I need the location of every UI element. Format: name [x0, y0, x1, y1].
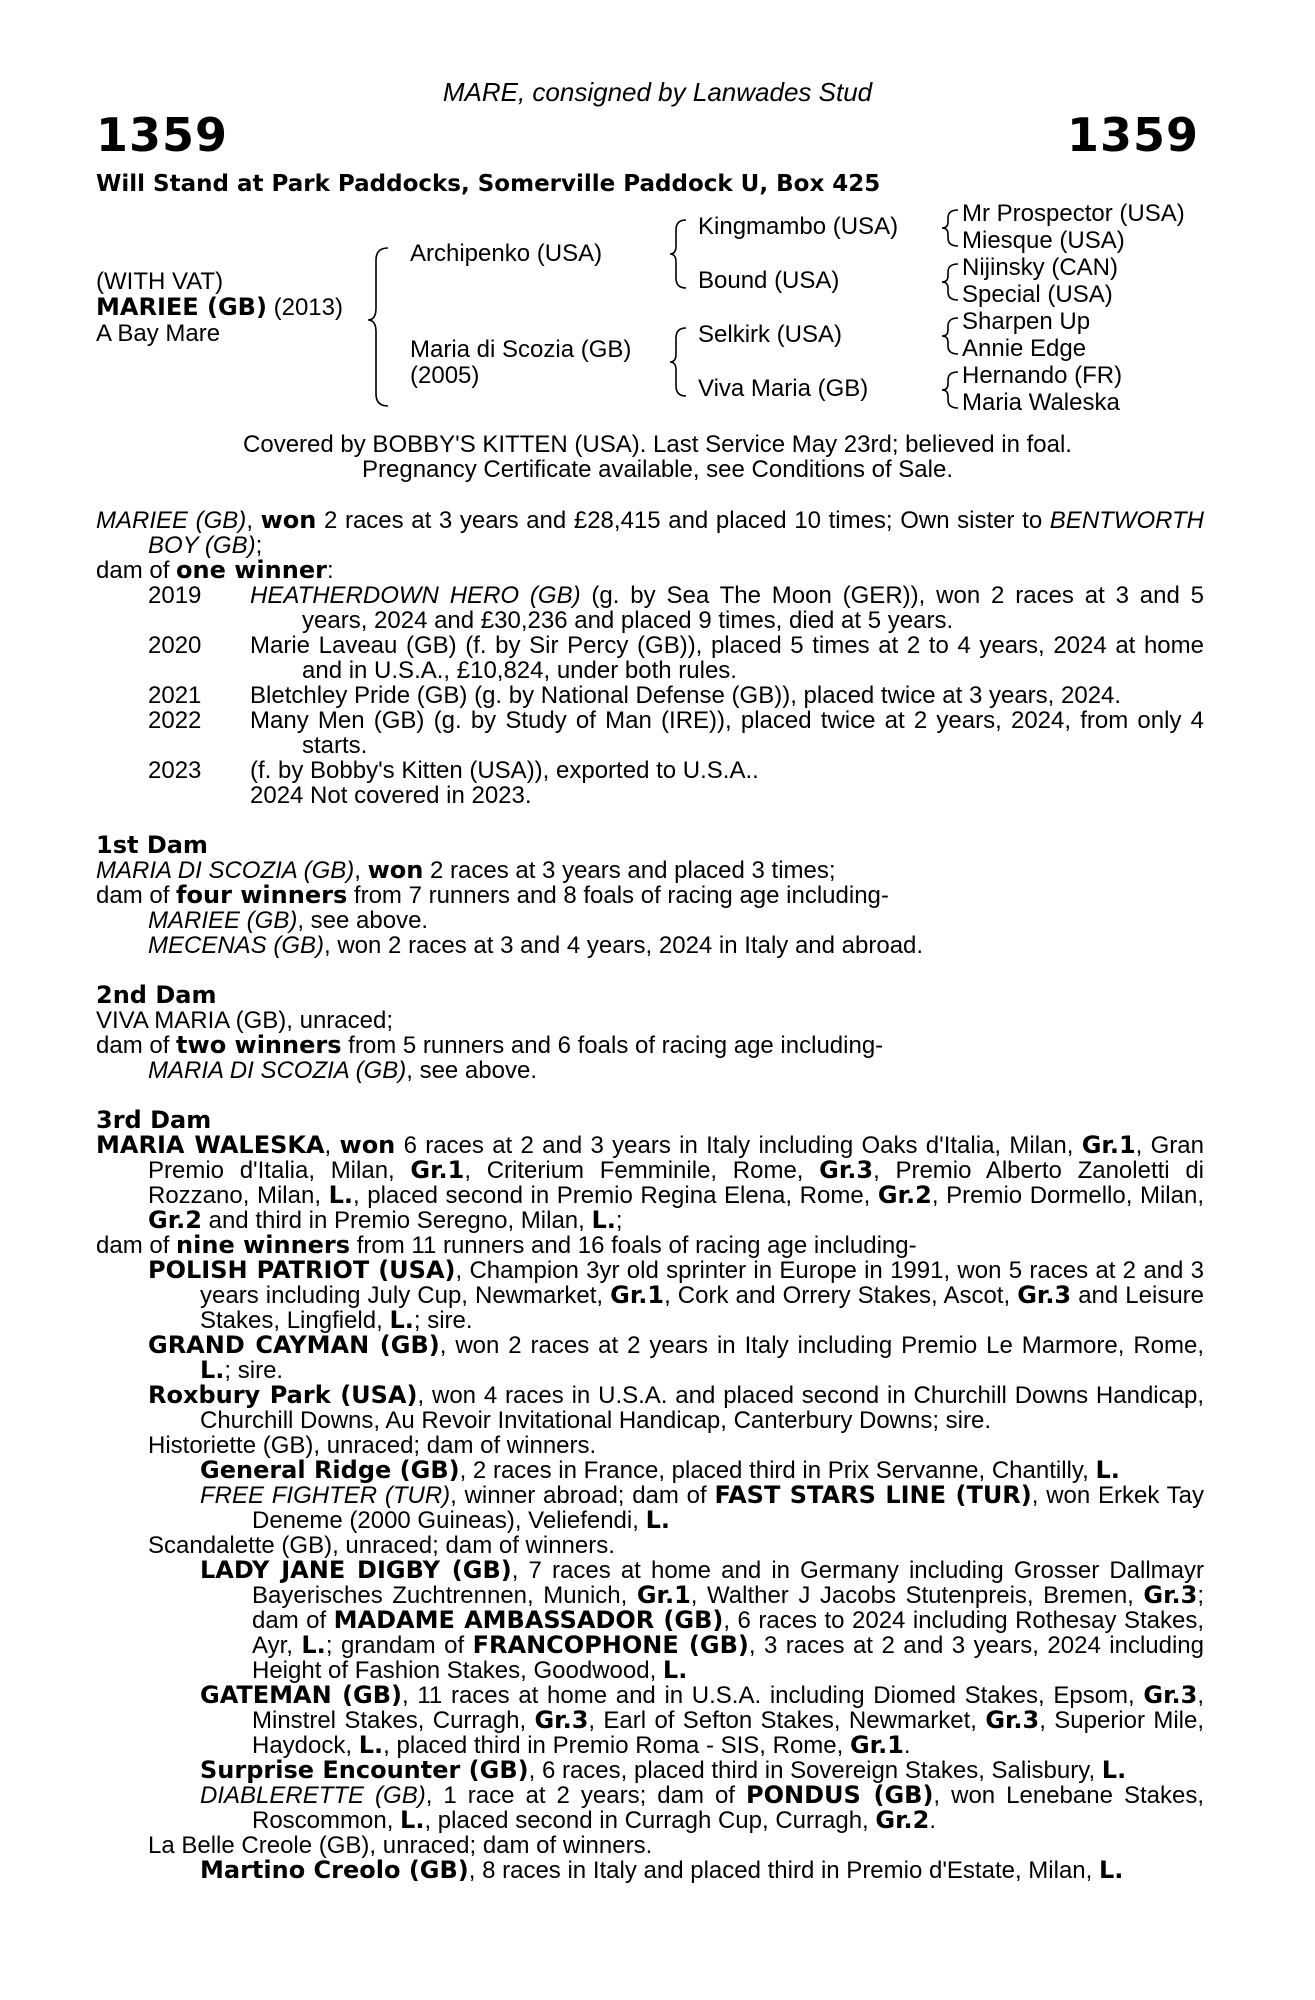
horse-description: A Bay Mare	[96, 320, 221, 347]
progeny-name: MARIEE (GB)	[148, 907, 298, 934]
first-dam-record: MARIA DI SCOZIA (GB), won 2 races at 3 years and placed 3 times;	[96, 856, 836, 884]
pedigree-g4-5: Sharpen Up	[962, 308, 1091, 335]
mare-sister: BENTWORTH BOY (GB)	[148, 507, 1205, 559]
produce-text: Bletchley Pride (GB) (g. by National Defense (GB)), placed twice at 3 years, 2024.	[250, 682, 1122, 709]
pedigree-dam: Maria di Scozia (GB)	[410, 336, 632, 363]
covered-note	[0, 432, 1315, 482]
won-label: won	[260, 506, 317, 534]
produce-detail	[250, 708, 1204, 758]
progeny-martino-creolo: Martino Creolo (GB), 8 races in Italy and placed third in Premio d'Estate, Milan, L.	[200, 1856, 1124, 1884]
first-dam-progeny-2	[96, 933, 1204, 958]
progeny-name: MARIA DI SCOZIA (GB)	[148, 1057, 407, 1084]
produce-text: (f. by Bobby's Kitten (USA)), exported to U.S.A..	[250, 757, 759, 784]
pedigree-sire: Archipenko (USA)	[410, 240, 603, 267]
first-dam-text: 2 races at 3 years and placed 3 times;	[423, 857, 836, 884]
produce-year: 2021	[148, 682, 202, 709]
produce-text: 2024 Not covered in 2023.	[250, 782, 532, 809]
lot-number-right: 1359	[1066, 108, 1199, 162]
progeny-text: , see above.	[406, 1057, 537, 1084]
produce-list	[96, 583, 1204, 808]
progeny-diablerette: DIABLERETTE (GB), 1 race at 2 years; dam of PONDUS (GB), won Lenebane Stakes, Roscommon, L., placed second in Curragh Cup, Curragh, Gr.2.	[200, 1781, 1204, 1834]
produce-year: 2019	[148, 582, 202, 609]
produce-name: HEATHERDOWN HERO (GB)	[250, 582, 581, 609]
pedigree-g4-7: Hernando (FR)	[962, 362, 1123, 389]
first-dam-name: MARIA DI SCOZIA (GB)	[96, 857, 355, 884]
progeny-la-belle-creole: La Belle Creole (GB), unraced; dam of winners.	[148, 1832, 653, 1859]
progeny-name: MECENAS (GB)	[148, 932, 325, 959]
produce-row	[96, 783, 1204, 808]
mare-dam-of	[96, 558, 1204, 583]
progeny-historiette: Historiette (GB), unraced; dam of winners.	[148, 1432, 597, 1459]
third-dam-heading: 3rd Dam	[96, 1106, 212, 1134]
dam-of-count: nine winners	[176, 1231, 351, 1259]
produce-year: 2023	[148, 757, 202, 784]
produce-year	[96, 783, 250, 808]
produce-year: 2022	[148, 707, 202, 734]
pedigree-sire-sire: Kingmambo (USA)	[698, 213, 899, 240]
produce-detail	[250, 583, 1204, 633]
dam-of-count: two winners	[176, 1031, 342, 1059]
pedigree-dam-sire: Selkirk (USA)	[698, 321, 843, 348]
produce-year: 2020	[148, 632, 202, 659]
pedigree-dam-year: (2005)	[410, 362, 480, 389]
dam-of-prefix: dam of	[96, 557, 177, 584]
pedigree-g4-3: Nijinsky (CAN)	[962, 254, 1118, 281]
second-dam-heading: 2nd Dam	[96, 981, 217, 1009]
produce-detail	[250, 683, 1204, 708]
produce-detail	[250, 758, 1204, 783]
horse-year: (2013)	[266, 294, 343, 321]
progeny-surprise-encounter: Surprise Encounter (GB), 6 races, placed third in Sovereign Stakes, Salisbury, L.	[200, 1756, 1127, 1784]
pedigree-table	[0, 200, 1315, 418]
second-dam-dam-of	[96, 1033, 1204, 1058]
produce-text: Many Men (GB) (g. by Study of Man (IRE)), placed twice at 2 years, 2024, from only 4 starts.	[250, 707, 1204, 759]
first-dam-dam-of	[96, 883, 1204, 908]
dam-of-count: one winner	[176, 556, 327, 584]
mare-record: MARIEE (GB), won 2 races at 3 years and £28,415 and placed 10 times; Own sister to BENTWORTH BOY (GB);	[96, 506, 1205, 559]
dam-of-prefix: dam of	[96, 882, 177, 909]
produce-row	[96, 708, 1204, 758]
won-label: won	[367, 856, 424, 884]
pedigree-g4-4: Special (USA)	[962, 281, 1113, 308]
produce-text: Marie Laveau (GB) (f. by Sir Percy (GB)), placed 5 times at 2 to 4 years, 2024 at home and in U.S.A., £10,824, under both rules.	[250, 632, 1204, 684]
progeny-general-ridge: General Ridge (GB), 2 races in France, placed third in Prix Servanne, Chantilly, L.	[200, 1456, 1120, 1484]
horse-name-line	[96, 294, 343, 321]
lot-number-left: 1359	[96, 108, 229, 162]
produce-row	[96, 583, 1204, 633]
horse-name: MARIEE (GB)	[96, 293, 267, 321]
progeny-grand-cayman: GRAND CAYMAN (GB), won 2 races at 2 years in Italy including Premio Le Marmore, Rome, L.; sire.	[148, 1331, 1205, 1384]
produce-row	[96, 683, 1204, 708]
second-dam-record: VIVA MARIA (GB), unraced;	[96, 1007, 393, 1034]
pedigree-g4-6: Annie Edge	[962, 335, 1087, 362]
produce-row	[96, 758, 1204, 783]
progeny-text: , won 2 races at 3 and 4 years, 2024 in Italy and abroad.	[324, 932, 924, 959]
dam-of-prefix: dam of	[96, 1032, 177, 1059]
produce-text: (g. by Sea The Moon (GER)), won 2 races at 3 and 5 years, 2024 and £30,236 and placed 9 times, died at 5 years.	[302, 582, 1205, 634]
catalogue-body	[96, 508, 1204, 1883]
mare-record-text: 2 races at 3 years and £28,415 and placed 10 times; Own sister to	[316, 507, 1043, 534]
consignor-line: MARE, consigned by Lanwades Stud	[442, 77, 873, 107]
third-dam-record: MARIA WALESKA, won 6 races at 2 and 3 years in Italy including Oaks d'Italia, Milan, Gr.1, Gran Premio d'Italia, Milan, Gr.1, Criterium Femminile, Rome, Gr.3, Premio Alberto Zanoletti di Rozzano, Milan, L., placed second in Premio Regina Elena, Rome, Gr.2, Premio Dormello, Milan, Gr.2 and third in Premio Seregno, Milan, L.;	[96, 1131, 1204, 1234]
dam-of-count: four winners	[176, 881, 348, 909]
covered-line-2: Pregnancy Certificate available, see Conditions of Sale.	[362, 456, 953, 483]
progeny-gateman: GATEMAN (GB), 11 races at home and in U.S.A. including Diomed Stakes, Epsom, Gr.3, Minstrel Stakes, Curragh, Gr.3, Earl of Sefton Stakes, Newmarket, Gr.3, Superior Mile, Haydock, L., placed third in Premio Roma - SIS, Rome, Gr.1.	[200, 1681, 1204, 1759]
pedigree-g4-2: Miesque (USA)	[962, 227, 1125, 254]
pedigree-g4-1: Mr Prospector (USA)	[962, 200, 1185, 227]
stand-location: Will Stand at Park Paddocks, Somerville Paddock U, Box 425	[96, 171, 881, 197]
first-dam-heading: 1st Dam	[96, 831, 208, 859]
progeny-scandalette: Scandalette (GB), unraced; dam of winners.	[148, 1532, 615, 1559]
progeny-free-fighter: FREE FIGHTER (TUR), winner abroad; dam of FAST STARS LINE (TUR), won Erkek Tay Deneme (2000 Guineas), Veliefendi, L.	[200, 1481, 1204, 1534]
progeny-lady-jane-digby: LADY JANE DIGBY (GB), 7 races at home and in Germany including Grosser Dallmayr Bayerisches Zuchtrennen, Munich, Gr.1, Walther J Jacobs Stutenpreis, Bremen, Gr.3; dam of MADAME AMBASSADOR (GB), 6 races to 2024 including Rothesay Stakes, Ayr, L.; grandam of FRANCOPHONE (GB), 3 races at 2 and 3 years, 2024 including Height of Fashion Stakes, Goodwood, L.	[200, 1556, 1205, 1684]
progeny-roxbury-park: Roxbury Park (USA), won 4 races in U.S.A. and placed second in Churchill Downs Handicap, Churchill Downs, Au Revoir Invitational Handicap, Canterbury Downs; sire.	[148, 1381, 1204, 1434]
vat-note: (WITH VAT)	[96, 268, 224, 295]
dam-of-suffix: from 5 runners and 6 foals of racing age including-	[341, 1032, 884, 1059]
produce-detail	[250, 633, 1204, 683]
second-dam-progeny-1	[96, 1058, 1204, 1083]
dam-of-suffix: from 7 runners and 8 foals of racing age including-	[347, 882, 889, 909]
produce-detail	[250, 783, 1204, 808]
progeny-text: , see above.	[297, 907, 429, 934]
mare-name: MARIEE (GB)	[96, 507, 247, 534]
progeny-polish-patriot: POLISH PATRIOT (USA), Champion 3yr old sprinter in Europe in 1991, won 5 races at 2 and 3 years including July Cup, Newmarket, Gr.1, Cork and Orrery Stakes, Ascot, Gr.3 and Leisure Stakes, Lingfield, L.; sire.	[148, 1256, 1205, 1334]
produce-row	[96, 633, 1204, 683]
covered-line-1: Covered by BOBBY'S KITTEN (USA). Last Service May 23rd; believed in foal.	[243, 431, 1072, 458]
dam-of-prefix: dam of	[96, 1232, 177, 1259]
pedigree-g4-8: Maria Waleska	[962, 389, 1120, 416]
pedigree-dam-dam: Viva Maria (GB)	[698, 375, 869, 402]
dam-of-suffix: from 11 runners and 16 foals of racing age including-	[350, 1232, 917, 1259]
third-dam-dam-of	[96, 1233, 1204, 1258]
pedigree-sire-dam: Bound (USA)	[698, 267, 840, 294]
dam-of-suffix: :	[326, 557, 334, 584]
first-dam-progeny-1	[96, 908, 1204, 933]
